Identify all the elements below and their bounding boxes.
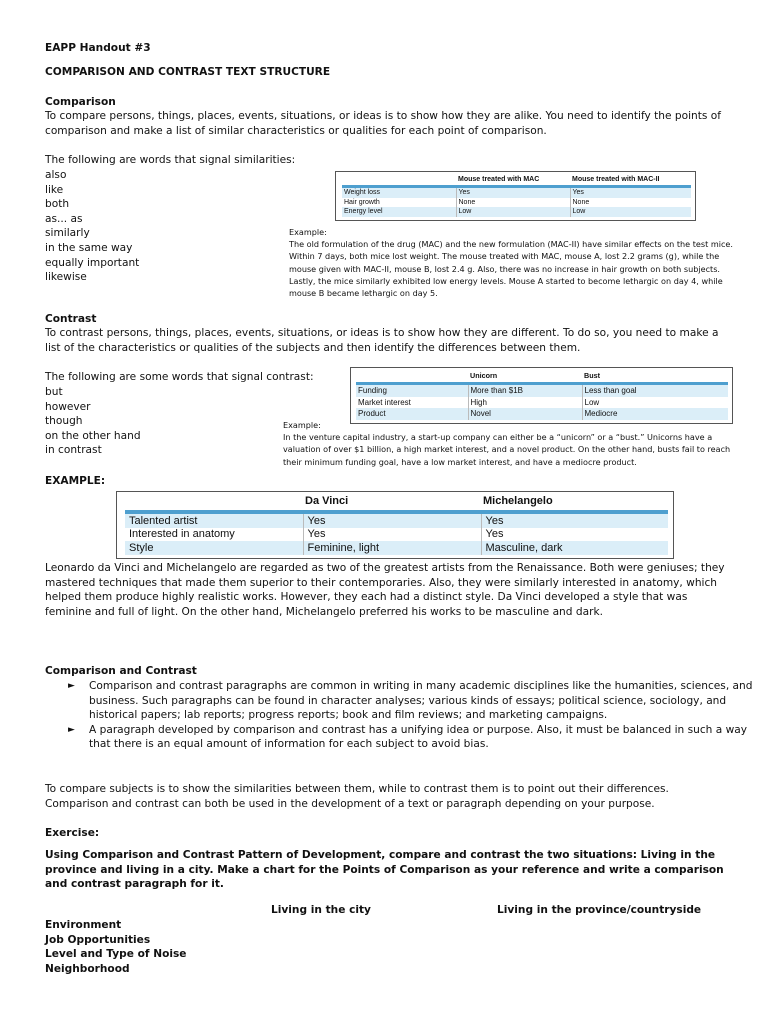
- table-cell: Hair growth: [342, 198, 456, 208]
- table-row: [356, 408, 728, 420]
- startup-contrast-table: [350, 367, 733, 424]
- table-header: Mouse treated with MAC-II: [572, 176, 660, 183]
- table-cell: Yes: [481, 512, 668, 528]
- list-item: like: [45, 183, 64, 196]
- table-header: Bust: [584, 371, 600, 380]
- table-cell: Interested in anatomy: [125, 528, 303, 542]
- table-header: Michelangelo: [483, 495, 553, 507]
- table-header: Unicorn: [470, 371, 498, 380]
- bullet-text: Comparison and contrast paragraphs are common in writing in many academic disciplines like the humanities, sciences, and business. Such paragraphs can be found in character analyses; various kinds of essays; political science, sociology, and historical papers; lab reports; progress reports; book and film reviews; and marketing campaigns.: [89, 680, 753, 722]
- similarity-words-intro: The following are words that signal similarities:: [45, 154, 296, 166]
- table-cell: None: [570, 198, 691, 208]
- table-cell: Low: [570, 207, 691, 217]
- table-row: [356, 384, 728, 397]
- handout-subtitle: COMPARISON AND CONTRAST TEXT STRUCTURE: [45, 66, 331, 78]
- table-cell: Low: [456, 207, 570, 217]
- list-item: though: [45, 415, 83, 428]
- list-item: on the other hand: [45, 429, 141, 442]
- column-header-city: Living in the city: [271, 904, 371, 916]
- list-item: both: [45, 198, 70, 211]
- contrast-example-label: Example:: [283, 420, 321, 430]
- contrast-example-text: In the venture capital industry, a start-up company can either be a “unicorn” or a “bust.” Unicorns have a valuation of over $1 billion, a high market interest, and a novel product. On the other hand, busts fail to reach their minimum funding goal, have a low market interest, and have a mediocre product.: [283, 432, 731, 467]
- table-cell: Weight loss: [342, 187, 456, 198]
- table-row: [356, 397, 728, 409]
- table-cell: Funding: [356, 384, 468, 397]
- table-row: [342, 198, 691, 208]
- list-item: also: [45, 169, 67, 181]
- mac-comparison-table: [335, 171, 696, 221]
- table-cell: Yes: [303, 512, 481, 528]
- comp-contrast-bullets: [45, 679, 759, 752]
- table-row: [125, 512, 668, 528]
- table-cell: Yes: [570, 187, 691, 198]
- comp-contrast-heading: Comparison and Contrast: [45, 665, 197, 677]
- list-item: likewise: [45, 271, 87, 284]
- table-header: [342, 176, 456, 187]
- list-item: as... as: [45, 212, 83, 225]
- table-cell: Energy level: [342, 207, 456, 217]
- table-cell: Talented artist: [125, 512, 303, 528]
- exercise-heading: Exercise:: [45, 827, 100, 839]
- list-item: similarly: [45, 227, 90, 240]
- contrast-heading: Contrast: [45, 313, 97, 325]
- list-item: in contrast: [45, 444, 102, 457]
- table-cell: Mediocre: [582, 408, 728, 420]
- contrast-words-intro: The following are some words that signal contrast:: [45, 371, 314, 383]
- table-header: Mouse treated with MAC: [458, 176, 540, 183]
- bullet-text: A paragraph developed by comparison and contrast has a unifying idea or purpose. Also, it must be balanced in such a way that there is an equal amount of information for each subject to avoid bias.: [89, 723, 748, 751]
- handout-title: EAPP Handout #3: [45, 42, 151, 54]
- contrast-word-list: [45, 385, 141, 458]
- artist-comparison-table: [116, 491, 674, 559]
- table-cell: Low: [582, 397, 728, 409]
- table-cell: None: [456, 198, 570, 208]
- list-item: however: [45, 400, 91, 413]
- list-item: [45, 723, 759, 752]
- table-cell: Yes: [456, 187, 570, 198]
- list-item: Neighborhood: [45, 962, 130, 975]
- table-cell: More than $1B: [468, 384, 582, 397]
- comparison-heading: Comparison: [45, 96, 116, 108]
- exercise-instructions: Using Comparison and Contrast Pattern of Development, compare and contrast the two situations: Living in the province and living in a city. Make a chart for the Points of Comparison as your reference and write a comparison and contrast paragraph for it.: [45, 849, 724, 891]
- list-item: Environment: [45, 919, 122, 931]
- comparison-example-text: The old formulation of the drug (MAC) and the new formulation (MAC-II) have similar effects on the test mice. Within 7 days, both mice lost weight. The mouse treated with MAC, mouse A, lost 2.2 grams (g), while the mouse given with MAC-II, mouse B, lost 2.4 g. Also, there was no increase in hair growth on both subjects. Lastly, the mice similarly exhibited low energy levels. Mouse A started to become lethargic on day 4, while mouse B became lethargic on day 5.: [289, 239, 733, 299]
- list-item: Job Opportunities: [45, 933, 151, 946]
- table-cell: Feminine, light: [303, 541, 481, 555]
- comparison-body: To compare persons, things, places, events, situations, or ideas is to show how they are alike. You need to identify the points of comparison and make a list of similar characteristics or qualities for each point of comparison.: [45, 110, 721, 137]
- table-cell: Yes: [481, 528, 668, 542]
- table-cell: Yes: [303, 528, 481, 542]
- list-item: Level and Type of Noise: [45, 948, 187, 961]
- table-cell: Less than goal: [582, 384, 728, 397]
- table-cell: High: [468, 397, 582, 409]
- table-row: [342, 187, 691, 198]
- bullet-arrow-icon: ►: [68, 724, 75, 735]
- contrast-body: To contrast persons, things, places, events, situations, or ideas is to show how they are different. To do so, you need to make a list of the characteristics or qualities of the subjects and then identify the differences between them.: [45, 327, 719, 354]
- table-cell: Novel: [468, 408, 582, 420]
- column-header-province: Living in the province/countryside: [497, 904, 702, 916]
- table-header: [356, 371, 468, 384]
- table-cell: Masculine, dark: [481, 541, 668, 555]
- bullet-arrow-icon: ►: [68, 681, 75, 691]
- artists-paragraph: Leonardo da Vinci and Michelangelo are regarded as two of the greatest artists from the Renaissance. Both were geniuses; they mastered techniques that made them superior to their contemporaries. Also, they were similarly interested in anatomy, which helped them produce highly realistic works. However, they each had a distinct style. Da Vinci developed a style that was feminine and full of light. On the other hand, Michelangelo preferred his works to be masculine and dark.: [45, 562, 725, 618]
- list-item: equally important: [45, 256, 140, 269]
- list-item: but: [45, 386, 63, 398]
- similarity-word-list: [45, 168, 139, 285]
- list-item: in the same way: [45, 241, 133, 254]
- comp-contrast-summary: To compare subjects is to show the similarities between them, while to contrast them is to point out their differences. Comparison and contrast can both be used in the development of a text or paragraph depending on your purpose.: [45, 783, 669, 810]
- example-heading: EXAMPLE:: [45, 475, 106, 487]
- comparison-example-label: Example:: [289, 227, 327, 237]
- table-cell: Style: [125, 541, 303, 555]
- points-of-comparison-list: [45, 918, 186, 976]
- table-cell: Market interest: [356, 397, 468, 409]
- table-cell: Product: [356, 408, 468, 420]
- table-header: Da Vinci: [305, 495, 349, 507]
- table-header: [125, 495, 303, 512]
- table-row: [125, 541, 668, 555]
- table-row: [125, 528, 668, 542]
- list-item: [45, 679, 759, 723]
- table-row: [342, 207, 691, 217]
